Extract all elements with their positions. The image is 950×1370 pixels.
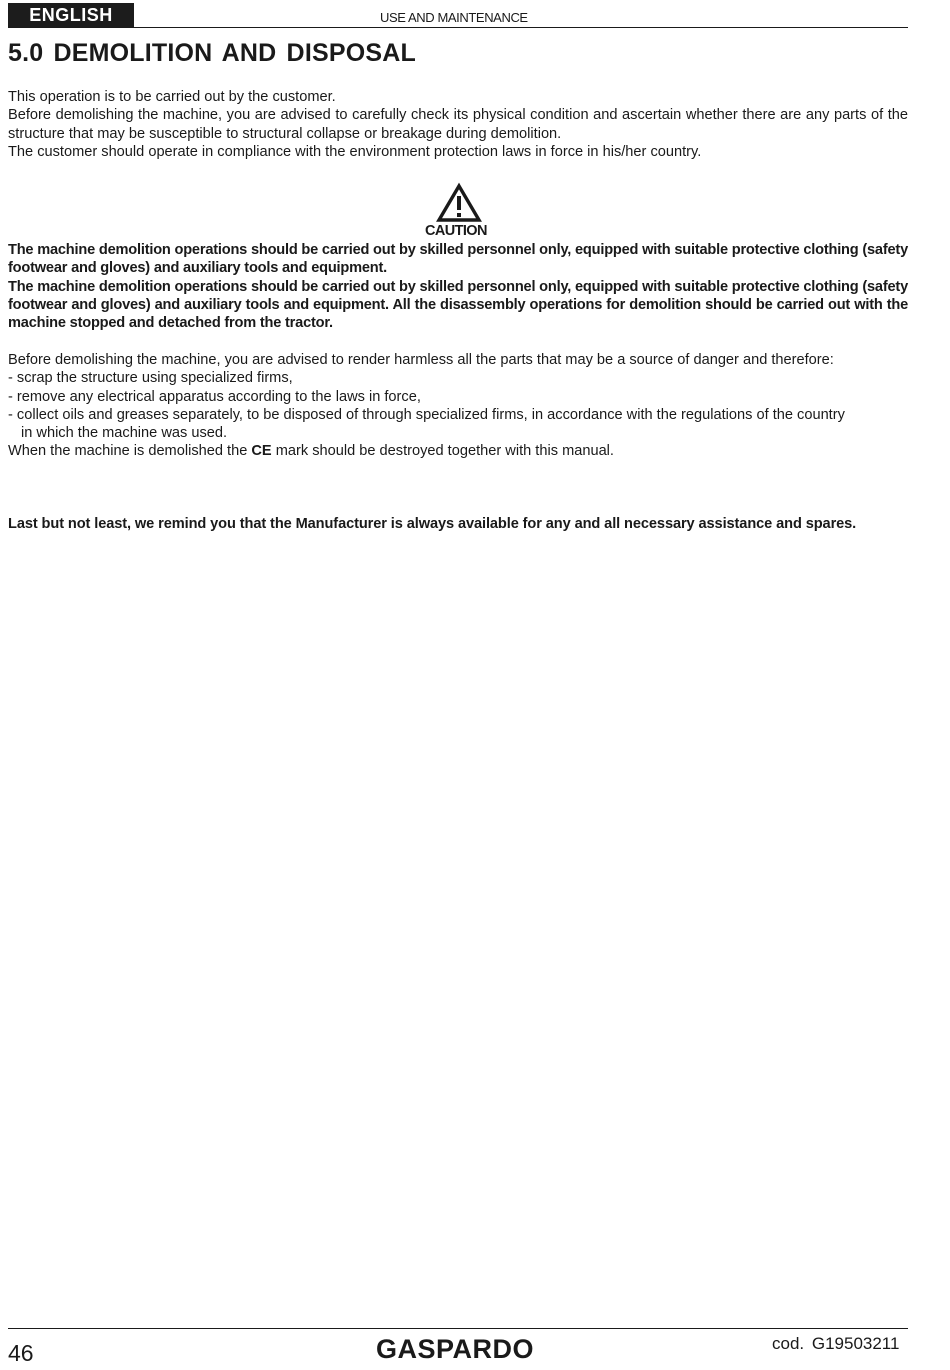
list-item: - remove any electrical apparatus according to the laws in force, xyxy=(8,388,421,405)
procedure-lead: Before demolishing the machine, you are advised to render harmless all the parts that may be a source of danger and therefore: xyxy=(8,352,834,368)
intro-text xyxy=(8,88,908,161)
document-code: cod. G19503211 xyxy=(772,1334,900,1353)
caution-text xyxy=(8,241,908,332)
page-number: 46 xyxy=(8,1340,34,1366)
brand-wordmark: GASPARDO xyxy=(375,1334,535,1364)
section-title: 5.0 DEMOLITION AND DISPOSAL xyxy=(8,39,416,67)
intro-paragraph: Before demolishing the machine, you are advised to carefully check its physical condition and ascertain whether there are any parts of the structure that may be susceptible to structural collapse or breakage during demolition. xyxy=(8,107,908,142)
warning-triangle-icon xyxy=(436,183,482,223)
procedure-text xyxy=(8,351,908,461)
caution-label: CAUTION xyxy=(425,223,487,239)
manual-title: USE AND MAINTENANCE xyxy=(380,10,528,25)
footer-divider xyxy=(8,1328,908,1329)
ce-mark-sentence xyxy=(8,442,908,460)
header-divider xyxy=(8,27,908,28)
list-item: - collect oils and greases separately, to be disposed of through specialized firms, in accordance with the regulations of the country xyxy=(8,406,845,423)
ce-sentence-end: mark should be destroyed together with this manual. xyxy=(271,443,614,460)
intro-paragraph: This operation is to be carried out by the customer. xyxy=(8,89,336,105)
caution-paragraph: The machine demolition operations should be carried out by skilled personnel only, equipped with suitable protective clothing (safety footwear and gloves) and auxiliary tools and equipment. All the disassembly operations for demolition should be carried out with the machine stopped and detached from the tractor. xyxy=(8,278,908,332)
language-tab: ENGLISH xyxy=(8,3,134,28)
ce-sentence-start: When the machine is demolished the xyxy=(8,443,252,460)
list-item-continuation: in which the machine was used. xyxy=(21,425,228,442)
ce-mark: CE xyxy=(251,443,272,460)
caution-paragraph: The machine demolition operations should be carried out by skilled personnel only, equipped with suitable protective clothing (safety footwear and gloves) and auxiliary tools and equipment. xyxy=(8,242,908,277)
gaspardo-logo xyxy=(375,1334,535,1364)
list-item: - scrap the structure using specialized firms, xyxy=(8,370,293,387)
intro-paragraph: The customer should operate in compliance with the environment protection laws in force in his/her country. xyxy=(8,143,702,160)
closing-statement: Last but not least, we remind you that the Manufacturer is always available for any and all necessary assistance and spares. xyxy=(8,516,857,532)
